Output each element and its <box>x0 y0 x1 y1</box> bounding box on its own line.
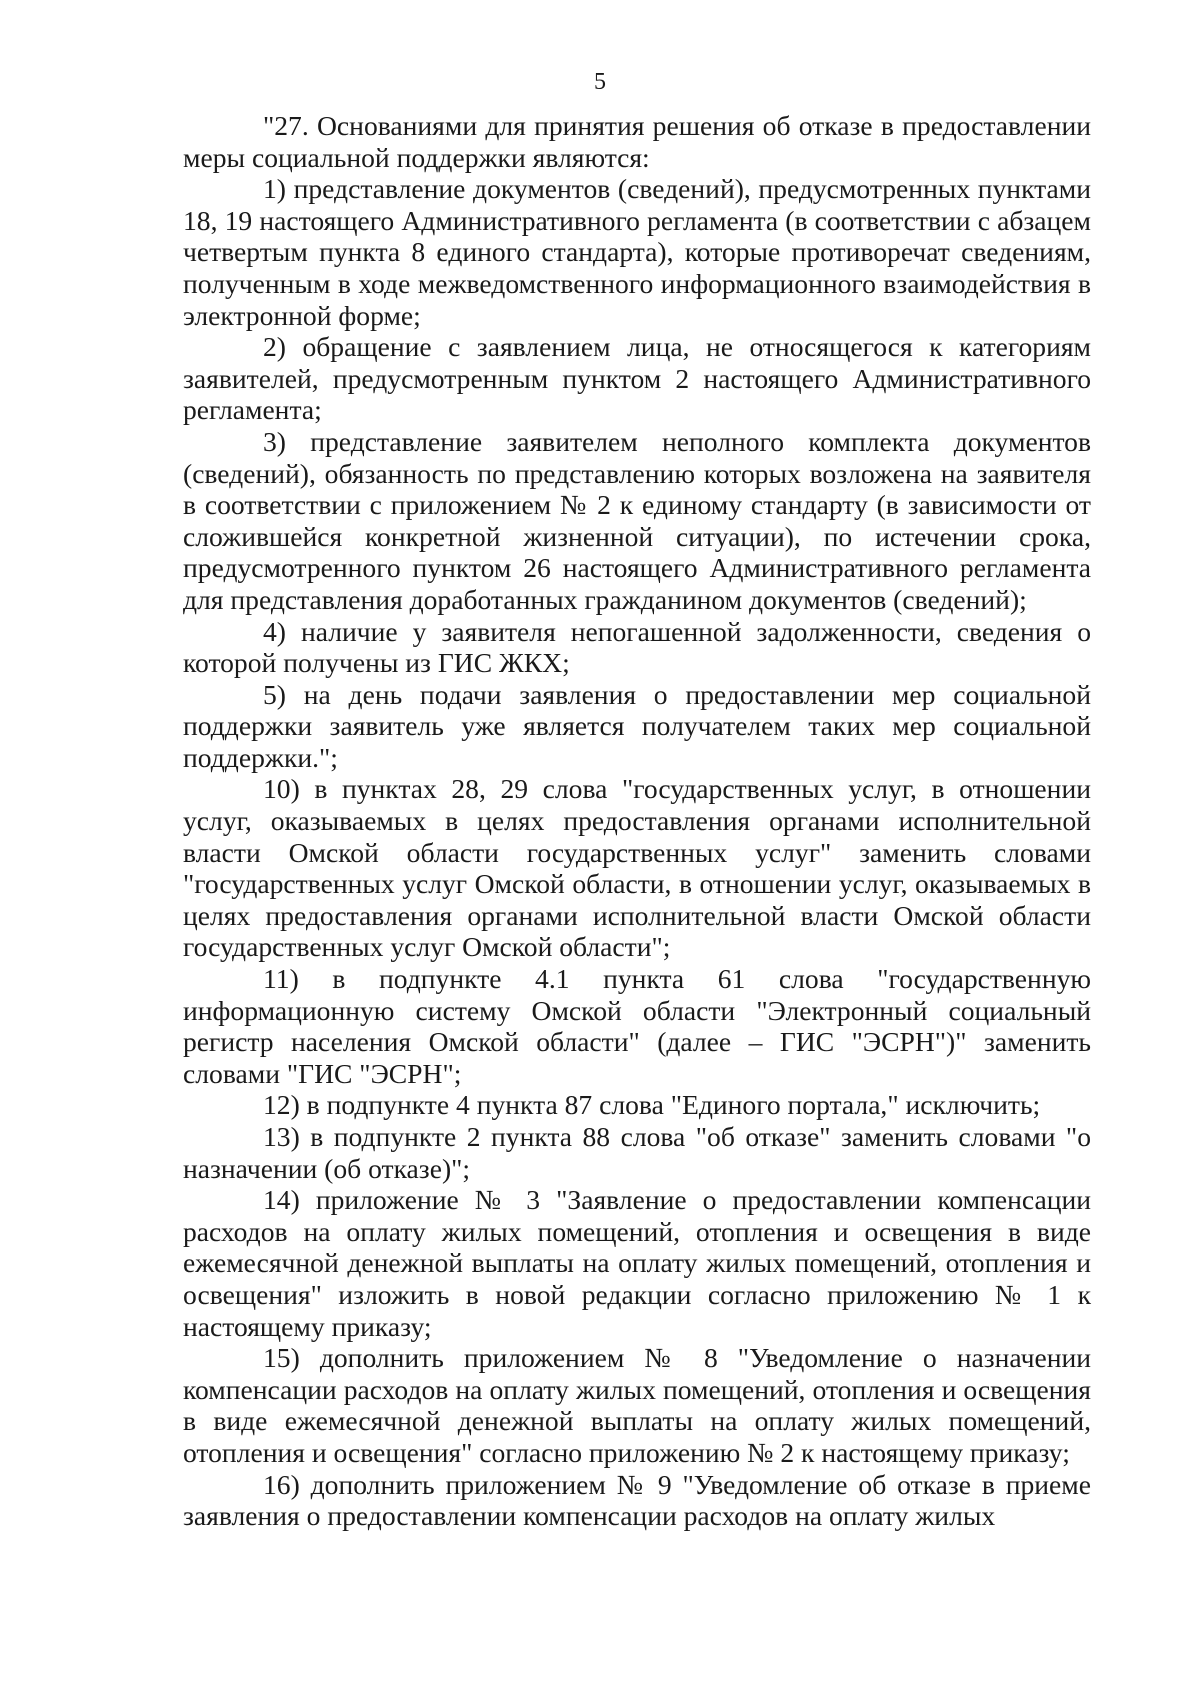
paragraph-item-27-4: 4) наличие у заявителя непогашенной задолженности, сведения о которой получены из ГИС ЖКХ; <box>183 615 1091 679</box>
paragraph-item-27-1: 1) представление документов (сведений), предусмотренных пунктами 18, 19 настоящего Административного регламента (в соответствии с абзацем четвертым пункта 8 единого стандарта), которые противоречат сведениям, полученным в ходе межведомственного информационного взаимодействия в электронной форме; <box>183 173 1091 331</box>
paragraph-amendment-12: 12) в подпункте 4 пункта 87 слова "Единого портала," исключить; <box>263 1089 1041 1121</box>
paragraph-amendment-15: 15) дополнить приложением № 8 "Уведомление о назначении компенсации расходов на оплату жилых помещений, отопления и освещения в виде ежемесячной денежной выплаты на оплату жилых помещений, отопления и освещения" согласно приложению № 2 к настоящему приказу; <box>183 1342 1091 1468</box>
paragraph-amendment-14: 14) приложение № 3 "Заявление о предоставлении компенсации расходов на оплату жилых помещений, отопления и освещения в виде ежемесячной денежной выплаты на оплату жилых помещений, отопления и освещения" изложить в новой редакции согласно приложению № 1 к настоящему приказу; <box>183 1184 1091 1342</box>
page-number: 5 <box>594 69 606 95</box>
paragraph-item-27-intro: "27. Основаниями для принятия решения об отказе в предоставлении меры социальной поддержки являются: <box>183 110 1091 173</box>
document-body <box>183 110 1091 1532</box>
paragraph-amendment-10: 10) в пунктах 28, 29 слова "государственных услуг, в отношении услуг, оказываемых в целях предоставления органами исполнительной власти Омской области государственных услуг" заменить словами "государственных услуг Омской области, в отношении услуг, оказываемых в целях предоставления органами исполнительной власти Омской области государственных услуг Омской области"; <box>183 773 1091 963</box>
paragraph-item-27-5: 5) на день подачи заявления о предоставлении мер социальной поддержки заявитель уже является получателем таких мер социальной поддержки."; <box>183 678 1091 773</box>
paragraph-item-27-2: 2) обращение с заявлением лица, не относящегося к категориям заявителей, предусмотренным пунктом 2 настоящего Административного регламента; <box>183 331 1091 426</box>
paragraph-amendment-11: 11) в подпункте 4.1 пункта 61 слова "государственную информационную систему Омской области "Электронный социальный регистр населения Омской области" (далее – ГИС "ЭСРН")" заменить словами "ГИС "ЭСРН"; <box>183 963 1091 1089</box>
paragraph-amendment-13: 13) в подпункте 2 пункта 88 слова "об отказе" заменить словами "о назначении (об отказе)"; <box>183 1121 1091 1184</box>
paragraph-amendment-16: 16) дополнить приложением № 9 "Уведомление об отказе в приеме заявления о предоставлении компенсации расходов на оплату жилых <box>183 1468 1091 1532</box>
paragraph-item-27-3: 3) представление заявителем неполного комплекта документов (сведений), обязанность по представлению которых возложена на заявителя в соответствии с приложением № 2 к единому стандарту (в зависимости от сложившейся конкретной жизненной ситуации), по истечении срока, предусмотренного пунктом 26 настоящего Административного регламента для представления доработанных гражданином документов (сведений); <box>183 425 1091 615</box>
